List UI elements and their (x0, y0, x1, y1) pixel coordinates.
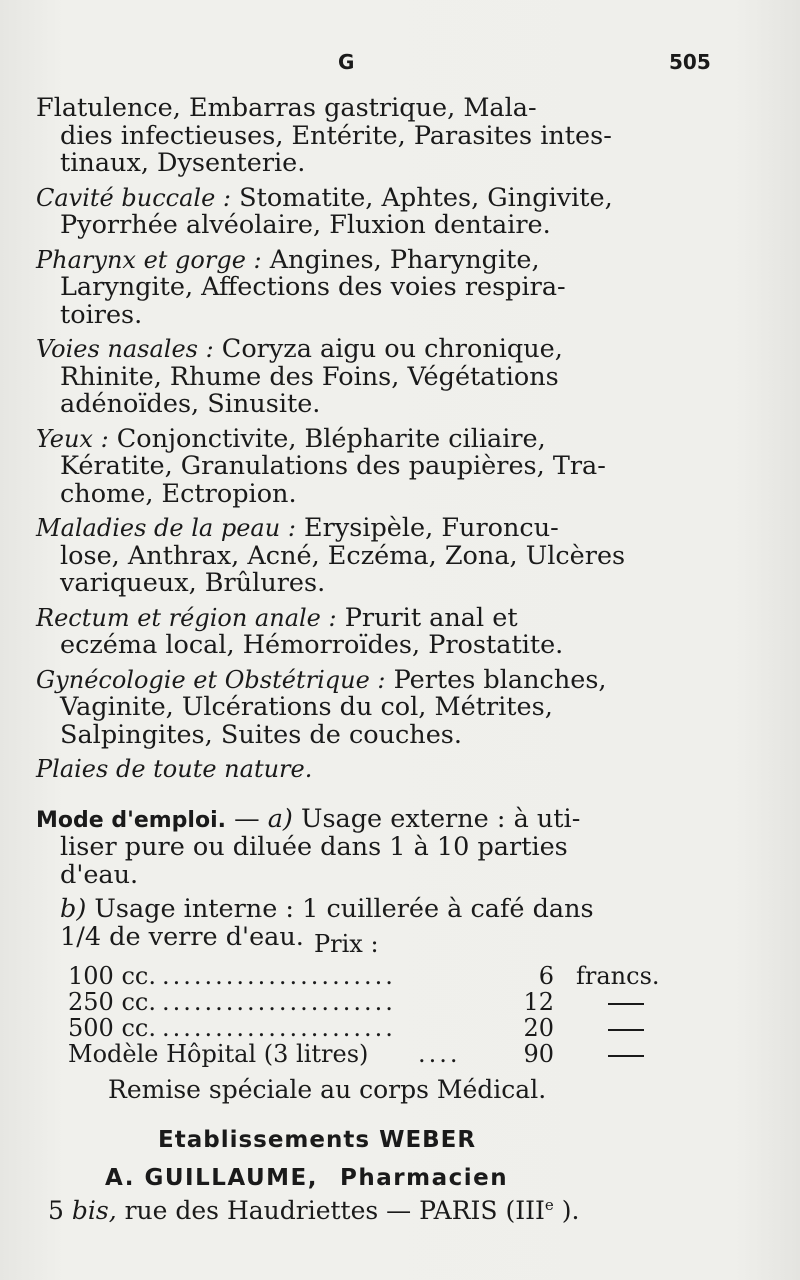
indication-term: Maladies de la peau : (36, 514, 296, 542)
ditto-dash (608, 1003, 644, 1005)
indication-term: Plaies de toute nature. (36, 755, 313, 783)
page-number: 505 (669, 50, 711, 74)
indication-term: Rectum et région anale : (36, 603, 337, 632)
address-line: 5 bis, rue des Haudriettes — PARIS (IIIe ). (48, 1196, 580, 1225)
ditto-dash (608, 1055, 644, 1057)
pharmacist-title: Pharmacien (340, 1165, 509, 1191)
indication-plaies (36, 756, 720, 784)
price-title: Prix : (314, 930, 379, 958)
page-header (0, 48, 800, 78)
mode-emploi-a: Mode d'emploi. — a) Usage externe : à uti- liser pure ou diluée dans 1 à 10 parties d'eau. (36, 803, 581, 890)
indications-text (36, 95, 720, 958)
indication-rectum: Rectum et région anale : Prurit anal et eczéma local, Hémorroïdes, Prostatite. (36, 602, 564, 660)
intro-paragraph: Flatulence, Embarras gastrique, Mala- dies infectieuses, Entérite, Parasites intes- tinaux, Dysenterie. (36, 93, 612, 178)
indication-term: Cavité buccale : (36, 183, 231, 212)
indication-pharynx: Pharynx et gorge : Angines, Pharyngite, Laryngite, Affections des voies respira- toires. (36, 244, 566, 330)
indication-term: Pharynx et gorge : (36, 245, 262, 274)
pharmacist-line (105, 1165, 508, 1191)
price-row: Modèle Hôpital (3 litres) .... 90 (68, 1040, 708, 1068)
indication-peau: Maladies de la peau : Erysipèle, Furoncu- lose, Anthrax, Acné, Eczéma, Zona, Ulcères variqueux, Brûlures. (36, 513, 626, 598)
indication-voies-nasales: Voies nasales : Coryza aigu ou chronique, Rhinite, Rhume des Foins, Végétations adénoïdes, Sinusite. (36, 334, 563, 419)
indication-cavite-buccale: Cavité buccale : Stomatite, Aphtes, Gingivite, Pyorrhée alvéolaire, Fluxion dentaire. (36, 182, 613, 240)
price-row: 250 cc. ...................... 12 (68, 988, 708, 1016)
section-letter: G (338, 50, 355, 74)
mode-emploi-b: b) Usage interne : 1 cuillerée à café dans 1/4 de verre d'eau. (60, 894, 594, 952)
remise-note: Remise spéciale au corps Médical. (108, 1075, 547, 1104)
pharmacist-name: A. GUILLAUME, (105, 1165, 319, 1191)
price-row: 500 cc. ...................... 20 (68, 1014, 708, 1042)
indication-term: Yeux : (36, 424, 109, 453)
indication-gynecologie: Gynécologie et Obstétrique : Pertes blanches, Vaginite, Ulcérations du col, Métrites, Salpingites, Suites de couches. (36, 664, 607, 750)
ditto-dash (608, 1029, 644, 1031)
indication-yeux: Yeux : Conjonctivite, Blépharite ciliaire, Kératite, Granulations des paupières, Tra- chome, Ectropion. (36, 423, 606, 509)
indication-term: Gynécologie et Obstétrique : (36, 665, 386, 694)
price-row: 100 cc. ...................... 6 francs. (68, 962, 660, 990)
indication-term: Voies nasales : (36, 335, 214, 363)
mode-emploi-label: Mode d'emploi. (36, 807, 226, 833)
establishment-name: Etablissements WEBER (158, 1127, 477, 1153)
